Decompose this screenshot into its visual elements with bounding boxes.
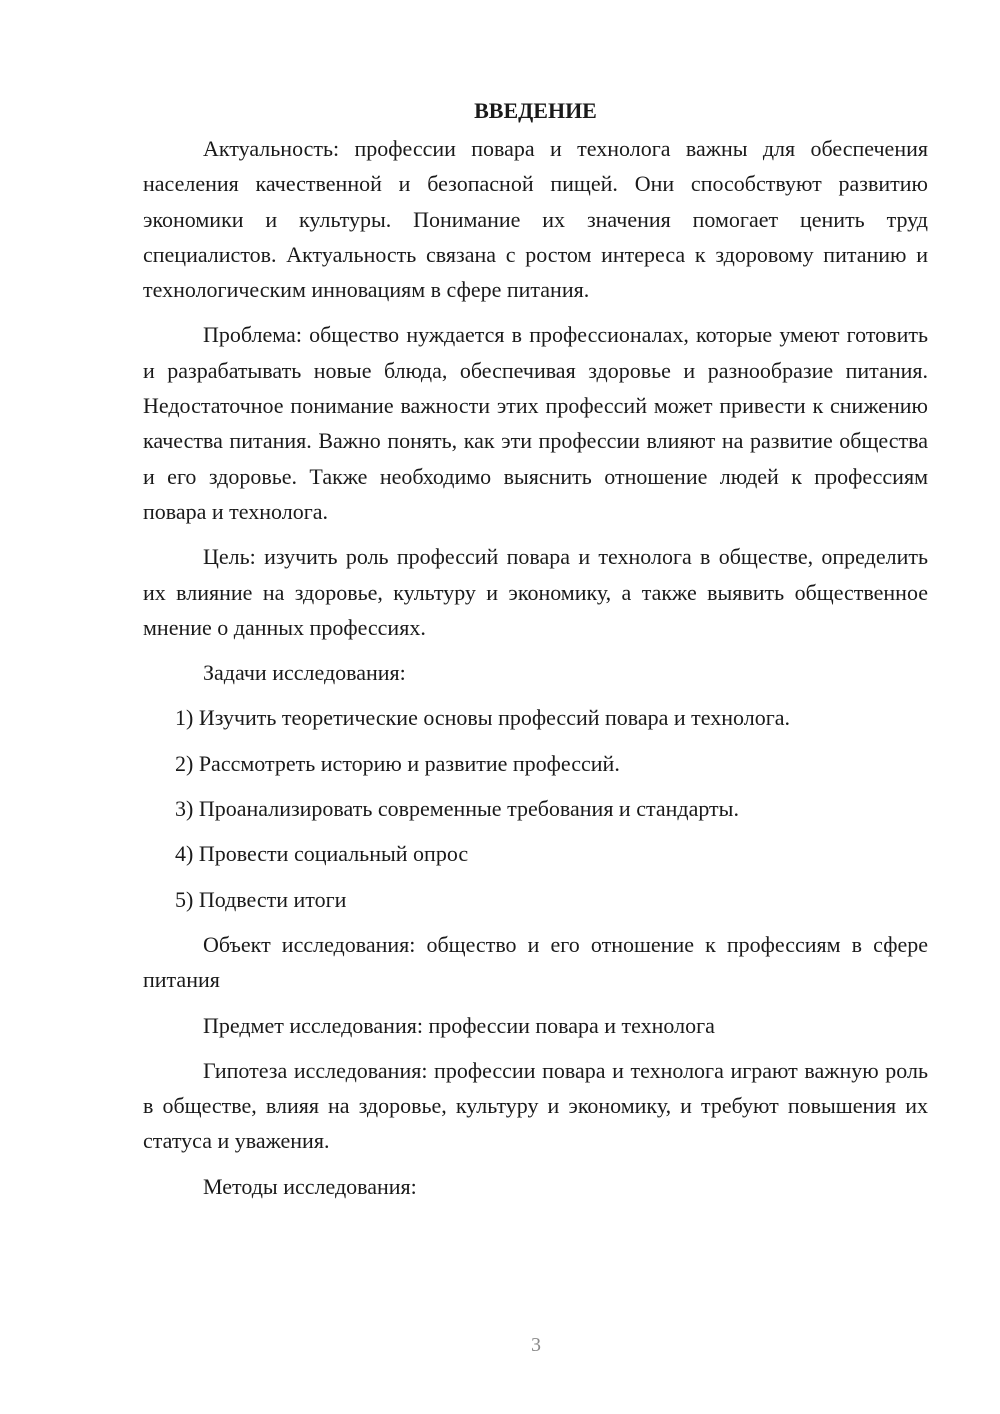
goal-paragraph: Цель: изучить роль профессий повара и технолога в обществе, определить их влияние на здоровье, культуру и экономику, а также выявить общественное мнение о данных профессиях. [143, 544, 928, 640]
page-number: 3 [531, 1334, 541, 1356]
subject-paragraph: Предмет исследования: профессии повара и технолога [203, 1012, 715, 1038]
list-item: 5) Подвести итоги [175, 886, 347, 912]
page-content [143, 94, 928, 1214]
list-item: 4) Провести социальный опрос [175, 841, 469, 867]
hypothesis-paragraph: Гипотеза исследования: профессии повара и технолога играют важную роль в обществе, влияя на здоровье, культуру и экономику, и требуют повышения их статуса и уважения. [143, 1057, 928, 1154]
relevance-paragraph: Актуальность: профессии повара и технолога важны для обеспечения населения качественной и безопасной пищей. Они способствуют развитию экономики и культуры. Понимание их значения помогает ценить труд специалистов. Актуальность связана с ростом интереса к здоровому питанию и технологическим инновациям в сфере питания. [143, 136, 928, 303]
tasks-heading: Задачи исследования: [203, 660, 406, 686]
methods-heading: Методы исследования: [203, 1173, 417, 1199]
list-item: 1) Изучить теоретические основы профессий повара и технолога. [175, 705, 791, 731]
page-title: ВВЕДЕНИЕ [474, 98, 597, 123]
problem-paragraph: Проблема: общество нуждается в профессионалах, которые умеют готовить и разрабатывать новые блюда, обеспечивая здоровье и разнообразие питания. Недостаточное понимание важности этих профессий может привести к снижению качества питания. Важно понять, как эти профессии влияют на развитие общества и его здоровье. Также необходимо выяснить отношение людей к профессиям повара и технолога. [143, 322, 928, 524]
tasks-list [143, 700, 928, 916]
object-paragraph: Объект исследования: общество и его отношение к профессиям в сфере питания [143, 931, 928, 993]
list-item: 3) Проанализировать современные требования и стандарты. [175, 796, 739, 822]
list-item: 2) Рассмотреть историю и развитие профессий. [175, 750, 620, 776]
